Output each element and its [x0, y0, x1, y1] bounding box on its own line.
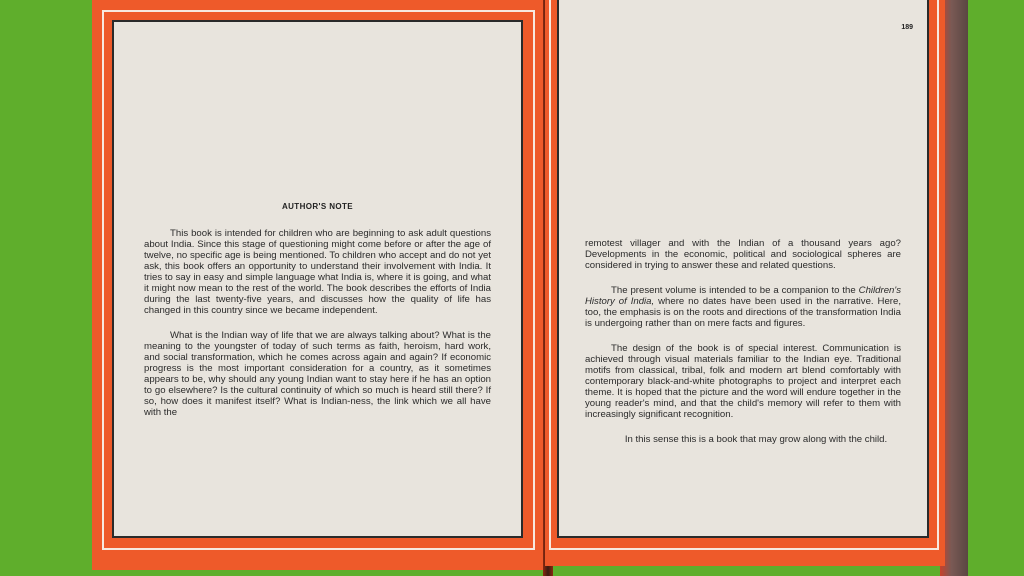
- left-paragraph-2: What is the Indian way of life that we are always talking about? What is the meaning to the youngster of today of such terms as faith, heroism, hard work, and social transformation, which he comes across again and again? If economic progress is the most important consideration for a country, as it sometimes appears to be, why should any young Indian want to stay here if he has an option to go elsewhere? Is the cultural continuity of which so much is heard still there? If so, how does it manifest itself? What is Indian-ness, the link which we all have with the: [144, 330, 491, 418]
- left-page-inner-frame: [112, 20, 523, 538]
- page-number: 189: [901, 24, 913, 31]
- left-page: [92, 0, 547, 570]
- right-paragraph-2: [585, 285, 901, 329]
- right-page-inner-frame: [557, 0, 929, 538]
- closing-line: In this sense this is a book that may grow along with the child.: [624, 434, 888, 445]
- right-paragraph-3: The design of the book is of special interest. Communication is achieved through visual materials familiar to the Indian eye. Traditional motifs from classical, tribal, folk and modern art blend comfortably with contemporary black-and-white photographs to project and interpret each theme. It is hoped that the picture and the word will endure together in the young reader's mind, and that the child's memory will refer to them with increasingly significant recognition.: [585, 343, 901, 420]
- right-paragraph-2-start: The present volume is intended to be a companion to the: [611, 285, 856, 296]
- left-page-text: [144, 228, 491, 432]
- right-paragraph-2-end: where no dates have been used in the narrative. Here, too, the emphasis is on the roots and directions of the transformation India is undergoing rather than on mere facts and figures.: [585, 296, 901, 329]
- right-page-text: [585, 238, 901, 459]
- book-title-reference: Children's History of India,: [585, 285, 901, 307]
- left-paragraph-1: This book is intended for children who are beginning to ask adult questions about India. Since this stage of questioning might come before or after the age of twelve, no specific age is being mentioned. To children who accept and do not yet ask, this book offers an opportunity to understand their involvement with India. It tries to say in easy and simple language what India is, where it is going, and what it might now mean to the rest of the world. The book describes the efforts of India during the last twenty-five years, and discusses how the quality of life has changed in this country since we became independent.: [144, 228, 491, 316]
- right-paragraph-1: remotest villager and with the Indian of a thousand years ago? Developments in the economic, political and sociological spheres are considered in trying to answer these and related questions.: [585, 238, 901, 271]
- right-page: [545, 0, 945, 566]
- authors-note-heading: AUTHOR'S NOTE: [281, 202, 354, 211]
